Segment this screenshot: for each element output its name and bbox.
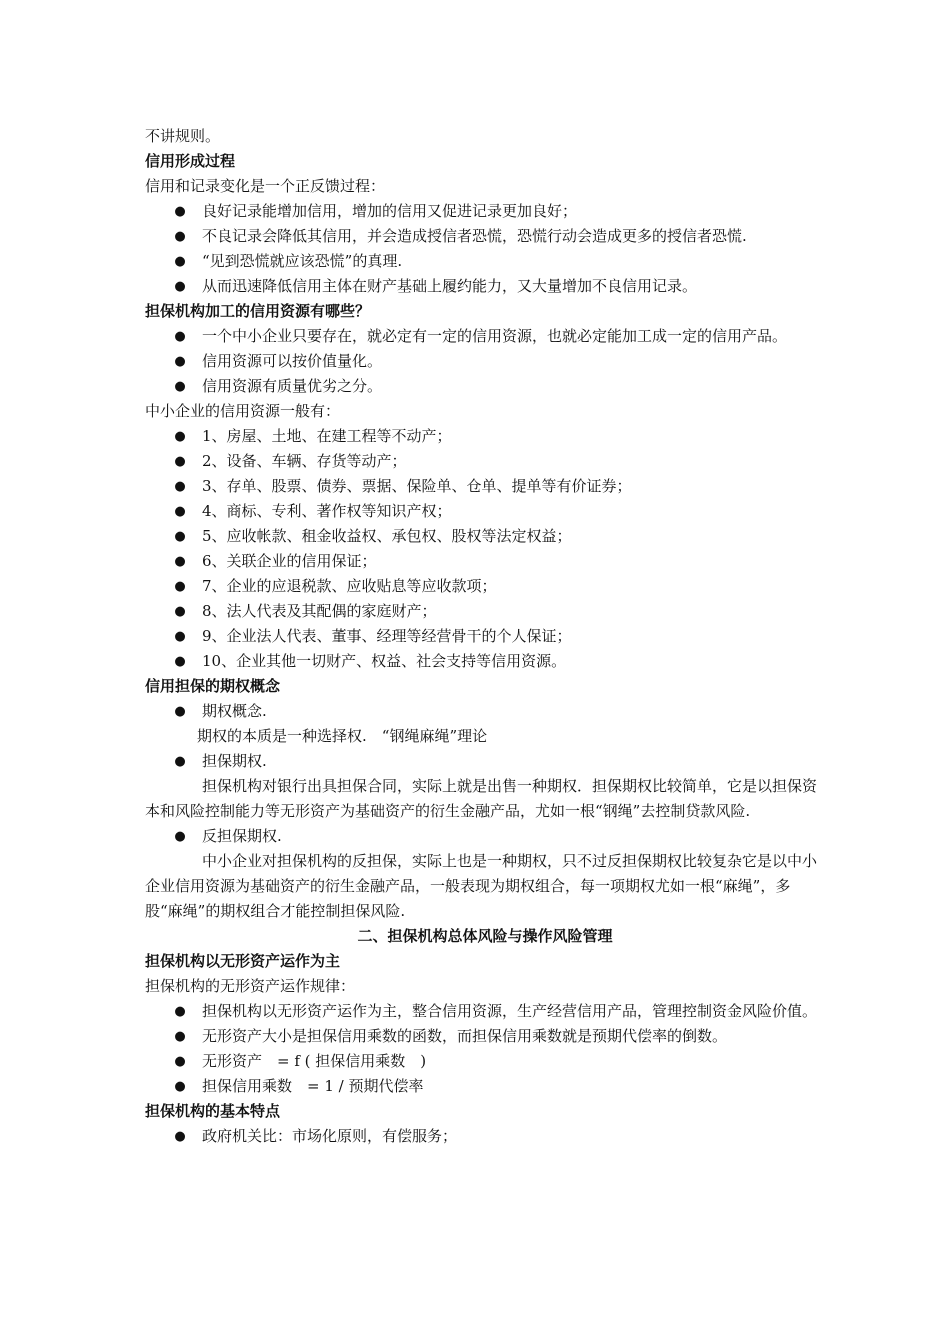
bullet-icon: ● bbox=[174, 1129, 186, 1144]
list-item-text: 良好记录能增加信用，增加的信用又促进记录更加良好； bbox=[202, 202, 578, 220]
list-item-text: 反担保期权. bbox=[202, 827, 282, 845]
bullet-icon: ● bbox=[174, 629, 186, 644]
paragraph: 担保机构的无形资产运作规律： bbox=[145, 977, 356, 995]
bullet-icon: ● bbox=[174, 479, 186, 494]
bullet-icon: ● bbox=[174, 279, 186, 294]
list-item bbox=[145, 374, 825, 399]
list-item-text: 1、房屋、土地、在建工程等不动产； bbox=[202, 427, 452, 445]
paragraph: 担保机构对银行出具担保合同，实际上就是出售一种期权．担保期权比较简单，它是以担保资本和风险控制能力等无形资产为基础资产的衍生金融产品，尤如一根“钢绳”去控制贷款风险. bbox=[145, 777, 818, 820]
list-item bbox=[145, 224, 825, 249]
bullet-icon: ● bbox=[174, 704, 186, 719]
list-item-text: 4、商标、专利、著作权等知识产权； bbox=[202, 502, 452, 520]
list-item-text: 期权概念. bbox=[202, 702, 267, 720]
bullet-icon: ● bbox=[174, 329, 186, 344]
list-item bbox=[145, 1024, 825, 1049]
list-item-text: 从而迅速降低信用主体在财产基础上履约能力，又大量增加不良信用记录。 bbox=[202, 277, 698, 295]
list-item bbox=[145, 599, 825, 624]
list-item-text: 不良记录会降低其信用，并会造成授信者恐慌，恐慌行动会造成更多的授信者恐慌. bbox=[202, 227, 747, 245]
list-item bbox=[145, 199, 825, 224]
bullet-icon: ● bbox=[174, 379, 186, 394]
bullet-icon: ● bbox=[174, 654, 186, 669]
paragraph: 信用和记录变化是一个正反馈过程： bbox=[145, 177, 386, 195]
list-item bbox=[145, 649, 825, 674]
list-item-text: “见到恐慌就应该恐慌”的真理. bbox=[202, 252, 403, 270]
list-item-text: 10、企业其他一切财产、权益、社会支持等信用资源。 bbox=[202, 652, 567, 670]
section-heading: 信用形成过程 bbox=[145, 152, 236, 170]
chapter-title: 二、担保机构总体风险与操作风险管理 bbox=[357, 927, 613, 945]
list-item-text: 政府机关比：市场化原则，有偿服务； bbox=[202, 1127, 458, 1145]
list-item-text: 担保机构以无形资产运作为主，整合信用资源，生产经营信用产品，管理控制资金风险价值。 bbox=[202, 1002, 818, 1020]
bullet-icon: ● bbox=[174, 1029, 186, 1044]
paragraph: 不讲规则。 bbox=[145, 127, 221, 145]
list-item-text: 无形资产大小是担保信用乘数的函数，而担保信用乘数就是预期代偿率的倒数。 bbox=[202, 1027, 728, 1045]
list-item bbox=[145, 1074, 825, 1099]
list-item bbox=[145, 324, 825, 349]
list-item-text: 担保信用乘数 = 1 / 预期代偿率 bbox=[202, 1077, 424, 1095]
bullet-icon: ● bbox=[174, 529, 186, 544]
list-item-text: 信用资源有质量优劣之分。 bbox=[202, 377, 383, 395]
list-item bbox=[145, 824, 825, 849]
list-item bbox=[145, 474, 825, 499]
list-item bbox=[145, 699, 825, 724]
bullet-icon: ● bbox=[174, 554, 186, 569]
bullet-icon: ● bbox=[174, 429, 186, 444]
list-item bbox=[145, 999, 825, 1024]
list-item bbox=[145, 1124, 825, 1149]
list-item bbox=[145, 499, 825, 524]
bullet-icon: ● bbox=[174, 454, 186, 469]
document-page bbox=[145, 124, 825, 1149]
list-item-text: 8、法人代表及其配偶的家庭财产； bbox=[202, 602, 437, 620]
list-item bbox=[145, 1049, 825, 1074]
section-heading: 担保机构以无形资产运作为主 bbox=[145, 952, 341, 970]
list-item bbox=[145, 274, 825, 299]
paragraph: 中小企业对担保机构的反担保，实际上也是一种期权，只不过反担保期权比较复杂它是以中小企业信用资源为基础资产的衍生金融产品，一般表现为期权组合，每一项期权尤如一根“麻绳”，多股“麻绳”的期权组合才能控制担保风险. bbox=[145, 852, 818, 920]
bullet-icon: ● bbox=[174, 504, 186, 519]
section-heading: 担保机构加工的信用资源有哪些？ bbox=[145, 302, 371, 320]
list-item-text: 一个中小企业只要存在，就必定有一定的信用资源，也就必定能加工成一定的信用产品。 bbox=[202, 327, 788, 345]
list-item bbox=[145, 524, 825, 549]
section-heading: 信用担保的期权概念 bbox=[145, 677, 281, 695]
bullet-icon: ● bbox=[174, 229, 186, 244]
list-item-text: 7、企业的应退税款、应收贴息等应收款项； bbox=[202, 577, 497, 595]
bullet-icon: ● bbox=[174, 604, 186, 619]
list-item-text: 9、企业法人代表、董事、经理等经营骨干的个人保证； bbox=[202, 627, 572, 645]
list-item bbox=[145, 449, 825, 474]
bullet-icon: ● bbox=[174, 254, 186, 269]
bullet-icon: ● bbox=[174, 204, 186, 219]
bullet-icon: ● bbox=[174, 754, 186, 769]
list-item bbox=[145, 549, 825, 574]
bullet-icon: ● bbox=[174, 354, 186, 369]
list-item bbox=[145, 624, 825, 649]
list-item bbox=[145, 574, 825, 599]
list-item-text: 担保期权. bbox=[202, 752, 267, 770]
list-item-text: 6、关联企业的信用保证； bbox=[202, 552, 377, 570]
list-item-text: 无形资产 = f ( 担保信用乘数 ) bbox=[202, 1052, 427, 1070]
list-item bbox=[145, 424, 825, 449]
bullet-icon: ● bbox=[174, 1004, 186, 1019]
list-item-text: 3、存单、股票、债券、票据、保险单、仓单、提单等有价证券； bbox=[202, 477, 632, 495]
list-item bbox=[145, 349, 825, 374]
list-item-text: 信用资源可以按价值量化。 bbox=[202, 352, 383, 370]
list-item-text: 5、应收帐款、租金收益权、承包权、股权等法定权益； bbox=[202, 527, 572, 545]
bullet-icon: ● bbox=[174, 579, 186, 594]
bullet-icon: ● bbox=[174, 1054, 186, 1069]
list-item bbox=[145, 249, 825, 274]
list-item-text: 2、设备、车辆、存货等动产； bbox=[202, 452, 407, 470]
paragraph: 中小企业的信用资源一般有： bbox=[145, 402, 341, 420]
bullet-icon: ● bbox=[174, 1079, 186, 1094]
paragraph: 期权的本质是一种选择权. “钢绳麻绳”理论 bbox=[197, 727, 488, 745]
list-item bbox=[145, 749, 825, 774]
section-heading: 担保机构的基本特点 bbox=[145, 1102, 281, 1120]
bullet-icon: ● bbox=[174, 829, 186, 844]
